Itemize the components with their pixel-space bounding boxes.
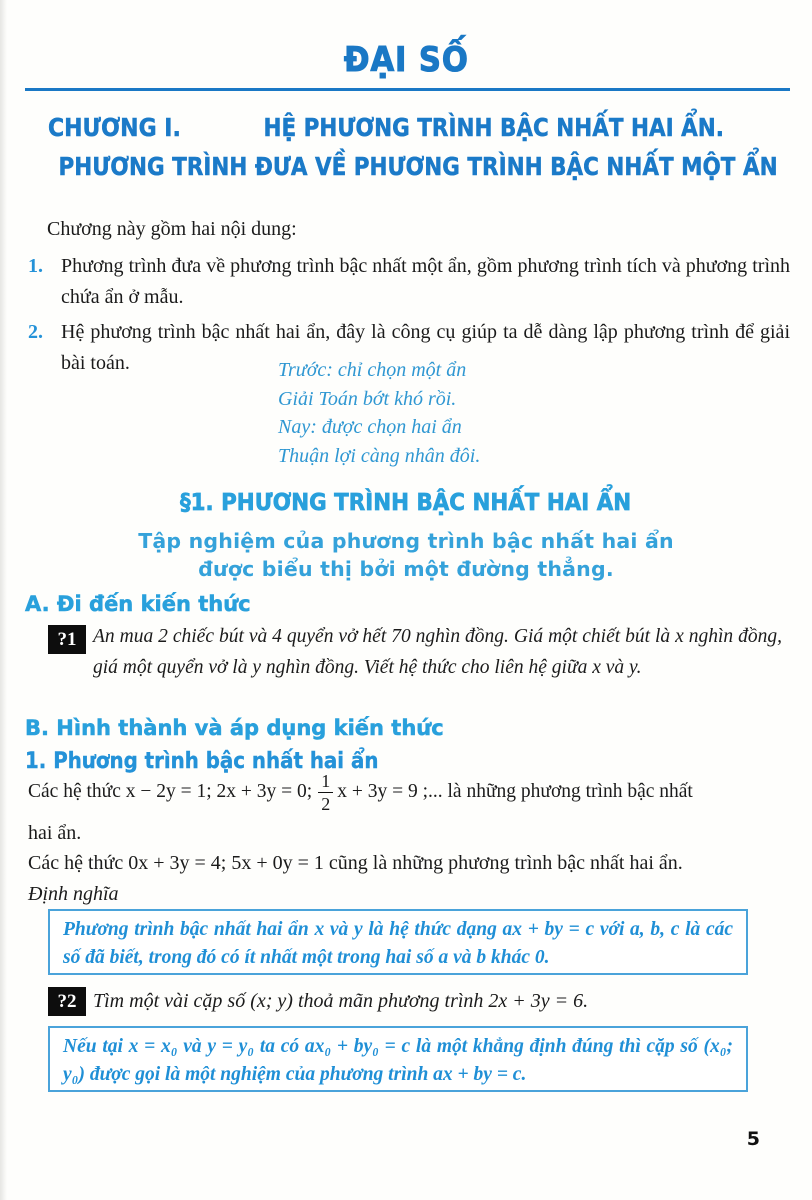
poem-line-2: Giải Toán bớt khó rồi. <box>278 387 457 410</box>
equations-paragraph-2: Các hệ thức 0x + 3y = 4; 5x + 0y = 1 cũng là những phương trình bậc nhất hai ẩn. <box>28 852 683 874</box>
poem <box>278 356 480 470</box>
question-1-badge: ?1 <box>48 625 86 654</box>
fraction-denominator: 2 <box>321 793 331 814</box>
solution-note-box: Nếu tại x = x₀ và y = y₀ ta có ax₀ + by₀ = c là một khẳng định đúng thì cặp số (x₀; y₀) được gọi là một nghiệm của phương trình ax + by = c. <box>48 1026 748 1092</box>
chapter-title-line2: PHƯƠNG TRÌNH ĐƯA VỀ PHƯƠNG TRÌNH BẬC NHẤT MỘT ẨN <box>58 152 778 181</box>
part-a-heading: A. Đi đến kiến thức <box>25 592 251 616</box>
section-subtitle-line2: được biểu thị bởi một đường thẳng. <box>198 557 614 581</box>
question-2-text: Tìm một vài cặp số (x; y) thoả mãn phương trình 2x + 3y = 6. <box>93 990 589 1012</box>
definition-box: Phương trình bậc nhất hai ẩn x và y là hệ thức dạng ax + by = c với a, b, c là các số đã biết, trong đó có ít nhất một trong hai số a và b khác 0. <box>48 909 748 975</box>
chapter-label: CHƯƠNG I. <box>48 113 181 142</box>
equations-text-pre: Các hệ thức x − 2y = 1; 2x + 3y = 0; <box>28 781 313 802</box>
equations-paragraph-line1 <box>28 766 790 818</box>
page-number: 5 <box>746 1128 760 1150</box>
question-1-text: An mua 2 chiếc bút và 4 quyển vở hết 70 nghìn đồng. Giá một chiết bút là x nghìn đồng, giá một quyển vở là y nghìn đồng. Viết hệ thức cho liên hệ giữa x và y. <box>93 626 782 678</box>
section-subtitle-line1: Tập nghiệm của phương trình bậc nhất hai ẩn <box>138 529 674 553</box>
section-title: §1. PHƯƠNG TRÌNH BẬC NHẤT HAI ẨN <box>180 490 632 516</box>
book-section-header <box>0 40 812 80</box>
intro-item-1-text: Phương trình đưa về phương trình bậc nhất một ẩn, gồm phương trình tích và phương trình chứa ẩn ở mẫu. <box>61 255 790 308</box>
chapter-title-line1: HỆ PHƯƠNG TRÌNH BẬC NHẤT HAI ẨN. <box>263 113 724 142</box>
equations-text-post: x + 3y = 9 ;... là những phương trình bậc nhất <box>337 781 693 802</box>
intro-item-2-number: 2. <box>28 321 43 343</box>
part-b-subheading-1: 1. Phương trình bậc nhất hai ẩn <box>25 749 379 774</box>
chapter-heading-line2 <box>0 152 812 181</box>
intro-lead: Chương này gồm hai nội dung: <box>47 218 297 240</box>
question-2-badge: ?2 <box>48 987 86 1016</box>
section-title-wrap <box>0 490 812 516</box>
part-b-heading: B. Hình thành và áp dụng kiến thức <box>25 716 444 740</box>
definition-label: Định nghĩa <box>28 883 119 905</box>
chapter-heading-line1 <box>48 113 788 142</box>
fraction-one-half <box>318 772 333 813</box>
poem-line-4: Thuận lợi càng nhân đôi. <box>278 444 481 467</box>
fraction-numerator: 1 <box>318 772 333 793</box>
header-divider-rule <box>25 88 790 91</box>
book-section-title: ĐẠI SỐ <box>343 40 469 80</box>
intro-item-1-number: 1. <box>28 255 43 277</box>
poem-line-3: Nay: được chọn hai ẩn <box>278 416 462 438</box>
poem-line-1: Trước: chỉ chọn một ẩn <box>278 359 467 381</box>
equations-paragraph-line2: hai ẩn. <box>28 822 82 844</box>
intro-item-1 <box>28 251 790 313</box>
intro-item-2-text: Hệ phương trình bậc nhất hai ẩn, đây là công cụ giúp ta dễ dàng lập phương trình để giải bài toán. <box>61 321 790 374</box>
